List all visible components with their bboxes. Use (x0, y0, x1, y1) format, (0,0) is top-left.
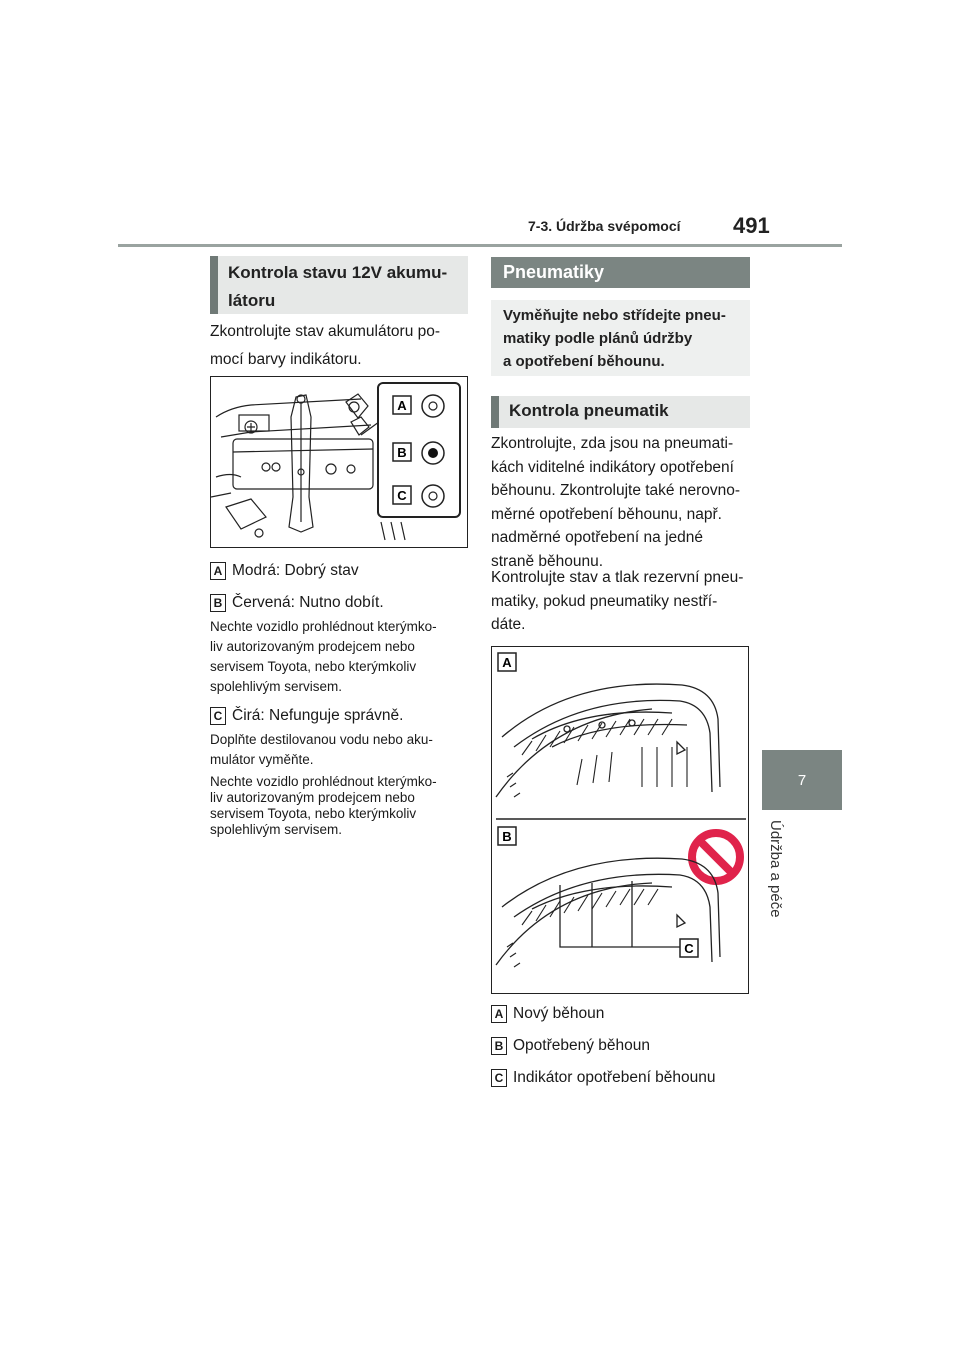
battery-fig-label-c: C (397, 488, 407, 503)
label-b: B (210, 594, 226, 612)
battery-item-b-text: Červená: Nutno dobít. (232, 594, 384, 611)
header-rule (118, 244, 842, 247)
tire-item-c-text: Indikátor opotřebení běhounu (513, 1069, 716, 1086)
battery-figure (210, 376, 468, 548)
chapter-title (767, 820, 808, 940)
chapter-title-text: Údržba a péče (767, 820, 784, 918)
prohibited-icon (692, 833, 740, 881)
label-a: A (210, 562, 226, 580)
battery-item-c (210, 705, 470, 727)
tire-fig-label-a: A (502, 655, 512, 670)
battery-heading: Kontrola stavu 12V akumu- látoru (210, 256, 468, 314)
tire-fig-label-c: C (684, 941, 694, 956)
battery-fig-label-b: B (397, 445, 407, 460)
battery-item-b (210, 592, 470, 614)
tire-check-para1: Zkontrolujte, zda jsou na pneumati- kách viditelné indikátory opotřebení běhounu. Zkontrolujte také nerovno- měrné opotřebení běhounu, např. nadměrné opotřebení na jedné straně běhounu. (491, 435, 741, 570)
tire-figure (491, 646, 749, 994)
tire-item-b-text: Opotřebený běhoun (513, 1037, 651, 1054)
battery-item-c-text: Čirá: Nefunguje správně. (232, 707, 404, 724)
label-c: C (491, 1069, 507, 1087)
tire-check-heading: Kontrola pneumatik (491, 396, 750, 428)
tire-item-b (491, 1035, 753, 1057)
tires-subheading: Vyměňujte nebo střídejte pneu- matiky podle plánů údržby a opotřebení běhounu. (491, 300, 750, 376)
battery-item-a (210, 560, 470, 582)
tire-item-a-text: Nový běhoun (513, 1005, 605, 1022)
label-c: C (210, 707, 226, 725)
battery-illustration (211, 377, 466, 546)
battery-fig-label-a: A (397, 398, 407, 413)
battery-item-a-text: Modrá: Dobrý stav (232, 562, 359, 579)
page-number: 491 (733, 213, 770, 238)
section-title: 7-3. Údržba svépomocí (528, 218, 681, 234)
label-a: A (491, 1005, 507, 1023)
tire-check-para2: Kontrolujte stav a tlak rezervní pneu- matiky, pokud pneumatiky nestří- dáte. (491, 569, 744, 633)
tire-fig-label-b: B (502, 829, 512, 844)
battery-note-c1: Doplňte destilovanou vodu nebo aku- mulátor vyměňte. (210, 732, 433, 767)
tire-illustration (492, 647, 747, 992)
tires-heading: Pneumatiky (491, 257, 750, 288)
battery-note-b: Nechte vozidlo prohlédnout kterýmko- liv autorizovaným prodejcem nebo servisem Toyota, nebo kterýmkoliv spolehlivým servisem. (210, 619, 437, 694)
chapter-number: 7 (797, 771, 807, 789)
chapter-tab (762, 750, 842, 810)
tire-item-a (491, 1003, 753, 1025)
battery-note-c2: Nechte vozidlo prohlédnout kterýmko- liv autorizovaným prodejcem nebo servisem Toyota, nebo kterýmkoliv spolehlivým servisem. (210, 774, 437, 837)
tire-item-c (491, 1067, 753, 1089)
label-b: B (491, 1037, 507, 1055)
battery-intro: Zkontrolujte stav akumulátoru po- mocí barvy indikátoru. (210, 323, 441, 368)
